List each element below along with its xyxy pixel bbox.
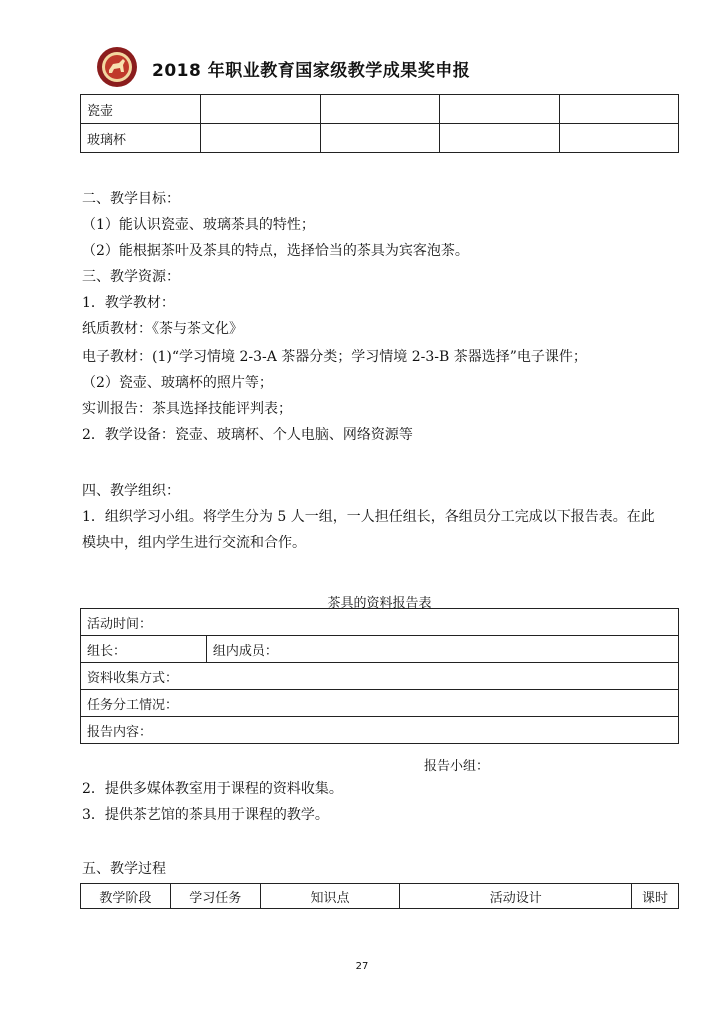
goals-heading: 二、教学目标：: [82, 191, 180, 207]
provision-item-2: 2．提供多媒体教室用于课程的资料收集。: [82, 781, 343, 797]
electronic-material: 电子教材：(1)“学习情境 2-3-A 茶器分类；学习情境 2-3-B 茶器选择”电子课件；: [82, 349, 587, 365]
organization-text-2: 模块中，组内学生进行交流和合作。: [82, 535, 306, 551]
column-header: 教学阶段: [81, 884, 171, 909]
goal-item-2: （2）能根据茶叶及茶具的特点，选择恰当的茶具为宾客泡茶。: [82, 243, 469, 259]
column-header: 活动设计: [400, 884, 632, 909]
table-row: [81, 717, 679, 744]
organization-text-1: 1．组织学习小组。将学生分为 5 人一组，一人担任组长，各组员分工完成以下报告表。在此: [82, 509, 655, 525]
report-group-sign: 报告小组：: [424, 759, 490, 774]
table-cell: [320, 124, 440, 153]
column-header: 学习任务: [170, 884, 260, 909]
page-number: 27: [355, 961, 369, 972]
resources-heading: 三、教学资源：: [82, 269, 180, 285]
paper-material: 纸质教材：《茶与茶文化》: [82, 321, 243, 337]
tea-set-table: [80, 94, 679, 153]
row-label: 玻璃杯: [81, 124, 201, 153]
equipment-item: 2．教学设备：瓷壶、玻璃杯、个人电脑、网络资源等: [82, 427, 413, 443]
header-title: 2018 年职业教育国家级教学成果奖申报: [152, 61, 471, 81]
teaching-process-table: [80, 883, 679, 909]
table-row: [81, 609, 679, 636]
activity-time-cell: 活动时间：: [81, 609, 679, 636]
organization-heading: 四、教学组织：: [82, 483, 180, 499]
column-header: 课时: [632, 884, 679, 909]
table-cell: [320, 95, 440, 124]
leader-cell: 组长：: [81, 636, 207, 663]
table-cell: [440, 124, 560, 153]
report-table: [80, 608, 679, 744]
materials-heading: 1．教学教材：: [82, 295, 175, 311]
table-row: [81, 690, 679, 717]
table-row: [81, 124, 679, 153]
institution-logo: [96, 46, 138, 88]
report-content-cell: 报告内容：: [81, 717, 679, 744]
table-cell: [560, 95, 679, 124]
row-label: 瓷壶: [81, 95, 201, 124]
table-row: [81, 663, 679, 690]
table-cell: [560, 124, 679, 153]
column-header: 知识点: [260, 884, 400, 909]
goal-item-1: （1）能认识瓷壶、玻璃茶具的特性；: [82, 217, 315, 233]
members-cell: 组内成员：: [206, 636, 678, 663]
table-cell: [200, 95, 320, 124]
process-heading: 五、教学过程: [82, 861, 166, 877]
table-cell: [200, 124, 320, 153]
table-row: [81, 95, 679, 124]
collection-method-cell: 资料收集方式：: [81, 663, 679, 690]
division-cell: 任务分工情况：: [81, 690, 679, 717]
photos-item: （2）瓷壶、玻璃杯的照片等；: [82, 375, 273, 391]
report-table-caption: 茶具的资料报告表: [327, 596, 432, 611]
table-row: [81, 636, 679, 663]
table-cell: [440, 95, 560, 124]
training-report: 实训报告：茶具选择技能评判表；: [82, 401, 292, 417]
page-header: [96, 46, 656, 88]
provision-item-3: 3．提供茶艺馆的茶具用于课程的教学。: [82, 807, 329, 823]
table-header-row: [81, 884, 679, 909]
